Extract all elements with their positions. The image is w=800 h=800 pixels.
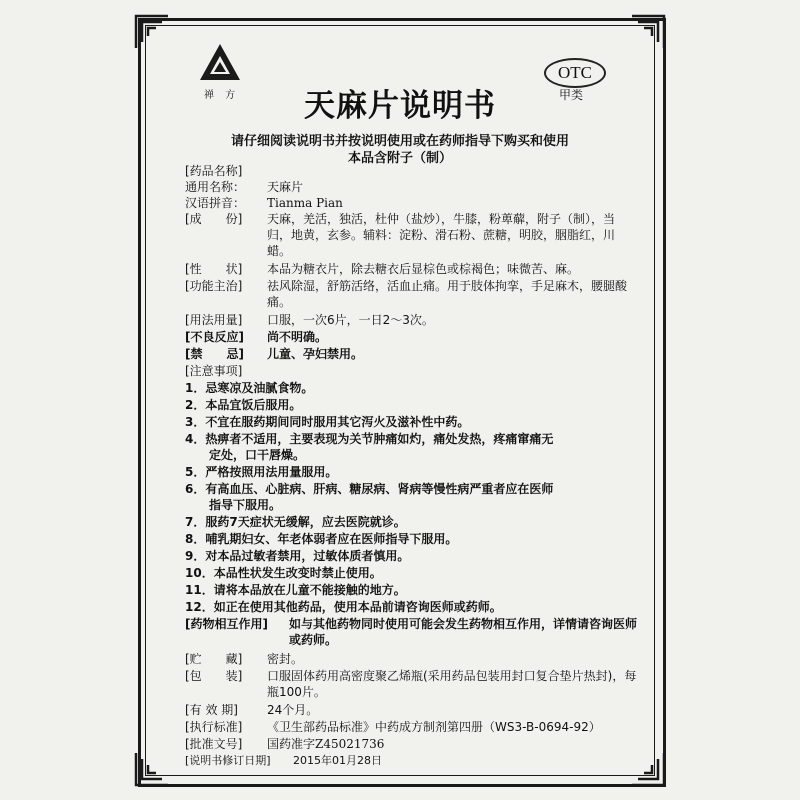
storage-row: [185, 651, 303, 667]
warning-line-1: 请仔细阅读说明书并按说明使用或在药师指导下购买和使用: [230, 134, 569, 149]
adverse-row: [185, 329, 327, 345]
usage-label: [用法用量]: [185, 313, 243, 327]
character-row: [185, 261, 637, 277]
ingredients-label: [成 份]: [185, 212, 243, 226]
note-item: 4．热痹者不适用，主要表现为关节肿痛如灼，痛处发热，疼痛窜痛无: [185, 432, 554, 446]
note-item: 10．本品性状发生改变时禁止使用。: [185, 566, 382, 580]
notes-header: [注意事项]: [185, 364, 243, 378]
corner-ornament-top-right: [628, 12, 668, 52]
note-item: 8．哺乳期妇女、年老体弱者应在医师指导下服用。: [185, 532, 458, 546]
ingredients-row: [185, 211, 637, 259]
note-item: 12．如正在使用其他药品，使用本品前请咨询医师或药师。: [185, 600, 502, 614]
note-item: 指导下服用。: [185, 498, 282, 512]
note-item: 3．不宜在服药期间同时服用其它泻火及滋补性中药。: [185, 415, 470, 429]
validity-label: [有 效 期]: [185, 703, 238, 717]
interaction-label: [药物相互作用]: [185, 617, 268, 631]
approval-label: [批准文号]: [185, 737, 243, 751]
package-label: [包 装]: [185, 669, 243, 683]
validity-row: [185, 702, 318, 718]
note-item: 1．忌寒凉及油腻食物。: [185, 381, 314, 395]
adverse-label: [不良反应]: [185, 330, 244, 344]
note-item: 6．有高血压、心脏病、肝病、糖尿病、肾病等慢性病严重者应在医师: [185, 482, 554, 496]
generic-name-value: 天麻片: [267, 180, 304, 194]
corner-ornament-bottom-left: [132, 749, 172, 789]
pinyin-label: 汉语拼音：: [185, 196, 246, 210]
interaction-row: [185, 616, 641, 648]
function-value: 祛风除湿，舒筋活络，活血止痛。用于肢体拘挛，手足麻木，腰腿酸痛。: [267, 279, 628, 309]
contra-label: [禁 忌]: [185, 347, 244, 361]
standard-label: [执行标准]: [185, 720, 243, 734]
brand-name: 禅 方: [204, 90, 240, 101]
adverse-value: 尚不明确。: [267, 330, 328, 344]
generic-name-row: [185, 179, 303, 195]
note-item: 5．严格按照用法用量服用。: [185, 465, 338, 479]
note-item: 7．服药7天症状无缓解，应去医院就诊。: [185, 515, 406, 529]
character-label: [性 状]: [185, 262, 243, 276]
revision-value: 2015年01月28日: [293, 754, 382, 767]
character-value: 本品为糖衣片，除去糖衣后显棕色或棕褐色；味微苦、麻。: [267, 262, 580, 276]
revision-row: [185, 753, 382, 769]
approval-value: 国药准字Z45021736: [267, 737, 385, 751]
pinyin-value: Tianma Pian: [267, 196, 343, 210]
validity-value: 24个月。: [267, 703, 319, 717]
otc-badge: OTC: [544, 58, 606, 88]
note-item: 定处，口干唇燥。: [185, 448, 306, 462]
revision-label: [说明书修订日期]: [185, 754, 271, 767]
interaction-value: 如与其他药物同时使用可能会发生药物相互作用，详情请咨询医师或药师。: [289, 617, 638, 647]
usage-row: [185, 312, 434, 328]
note-item: 2．本品宜饭后服用。: [185, 398, 302, 412]
corner-ornament-top-left: [132, 12, 172, 52]
package-row: [185, 668, 637, 700]
usage-value: 口服，一次6片，一日2～3次。: [267, 313, 434, 327]
note-item: 11．请将本品放在儿童不能接触的地方。: [185, 583, 406, 597]
pinyin-row: [185, 195, 343, 211]
contra-value: 儿童、孕妇禁用。: [267, 347, 364, 361]
storage-label: [贮 藏]: [185, 652, 243, 666]
storage-value: 密封。: [267, 652, 304, 666]
approval-row: [185, 736, 384, 752]
otc-class-label: 甲类: [559, 88, 584, 102]
function-label: [功能主治]: [185, 279, 243, 293]
contra-row: [185, 346, 363, 362]
standard-row: [185, 719, 601, 735]
corner-ornament-bottom-right: [628, 749, 668, 789]
function-row: [185, 278, 637, 310]
page-title: 天麻片说明书: [304, 88, 496, 124]
warning-line-2: 本品含附子（制）: [347, 151, 452, 166]
package-value: 口服固体药用高密度聚乙烯瓶(采用药品包装用封口复合垫片热封)，每瓶100片。: [267, 669, 637, 699]
generic-name-label: 通用名称：: [185, 180, 246, 194]
drug-name-header: [药品名称]: [185, 164, 243, 178]
ingredients-value: 天麻，羌活，独活，杜仲（盐炒），牛膝，粉萆薢，附子（制），当归，地黄，玄参。辅料：淀粉、滑石粉、蔗糖，明胶，胭脂红，川蜡。: [267, 212, 616, 258]
note-item: 9．对本品过敏者禁用，过敏体质者慎用。: [185, 549, 410, 563]
standard-value: 《卫生部药品标准》中药成方制剂第四册（WS3-B-0694-92）: [267, 720, 601, 734]
